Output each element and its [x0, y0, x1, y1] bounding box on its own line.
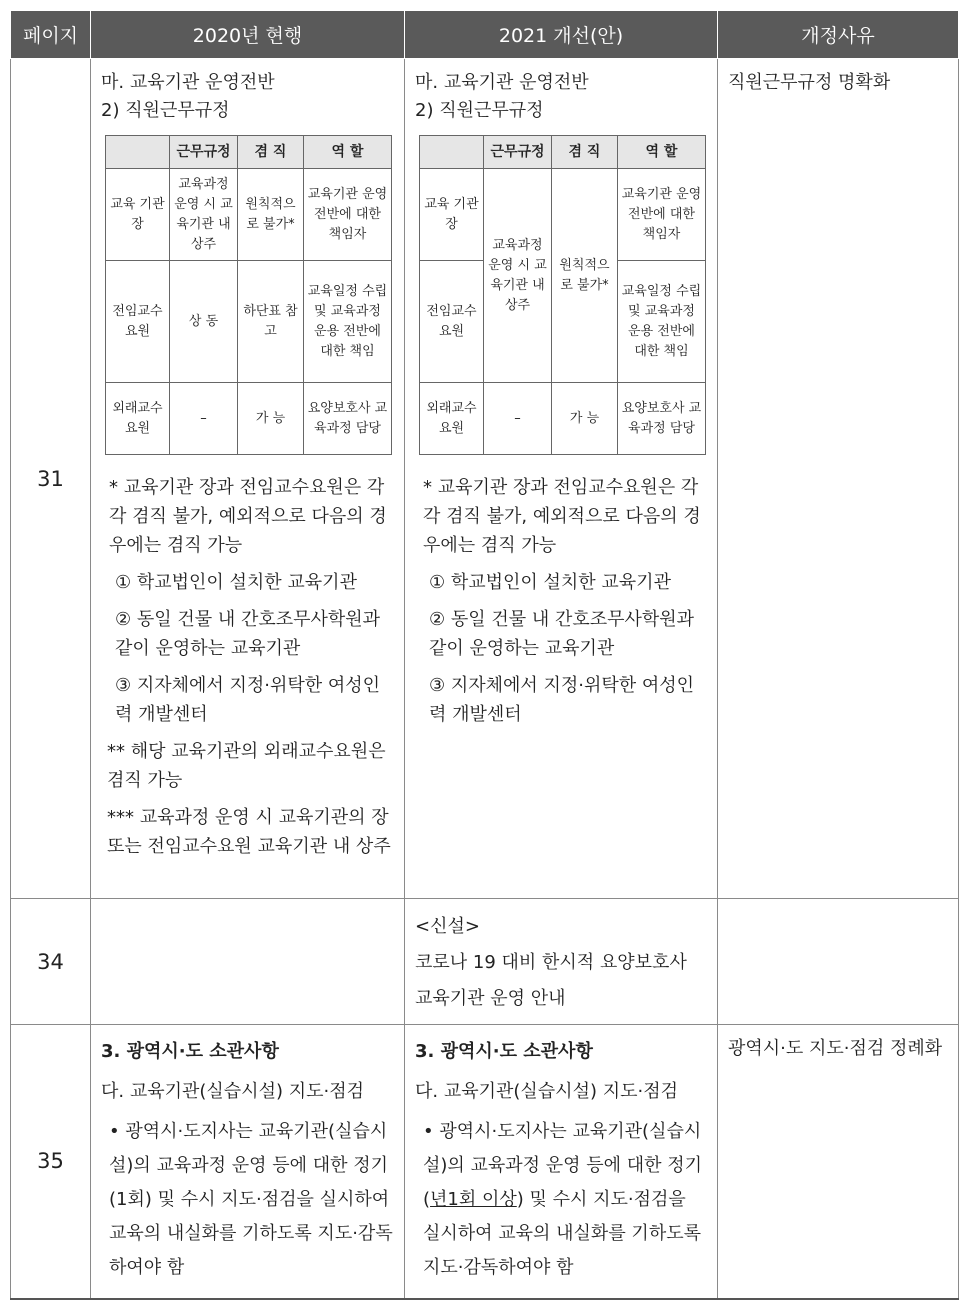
- inner-cell: 상 동: [170, 261, 238, 383]
- page-number: 35: [11, 1025, 91, 1299]
- inner-cell: 교육기관 운영 전반에 대한 책임자: [304, 169, 392, 261]
- footnote: *** 교육과정 운영 시 교육기관의 장 또는 전임교수요원 교육기관 내 상주: [107, 807, 391, 857]
- proposed-cell: [405, 899, 718, 1025]
- reason-cell: [718, 899, 959, 1025]
- inner-cell: 교육 기관 장: [106, 169, 170, 261]
- section-heading: 3. 광역시·도 소관사항: [415, 1041, 593, 1062]
- inner-cell: 교육 기관 장: [420, 169, 484, 261]
- section-heading: 마. 교육기관 운영전반: [415, 72, 589, 93]
- inner-header: 근무규정: [484, 136, 552, 169]
- inner-cell: 전임교수 요원: [420, 261, 484, 383]
- inner-cell: 전임교수 요원: [106, 261, 170, 383]
- bullet-text: [415, 1115, 707, 1285]
- header-proposed: 2021 개선(안): [405, 11, 718, 59]
- inner-cell: –: [484, 383, 552, 455]
- footnote: ③ 지자체에서 지정·위탁한 여성인력 개발센터: [115, 675, 381, 725]
- inner-cell: 교육일정 수립 및 교육과정 운용 전반에 대한 책임: [304, 261, 392, 383]
- section-heading: 마. 교육기관 운영전반: [101, 72, 275, 93]
- current-cell: [91, 899, 405, 1025]
- inner-header: 역 할: [618, 136, 706, 169]
- bullet-text-end: ) 및 수시 지도·점검을 실시하여 교육의 내실화를 기하도록 지도·감독하여야 함: [423, 1189, 701, 1278]
- comparison-table: [10, 10, 959, 1300]
- footnotes: [101, 473, 394, 861]
- header-row: [11, 11, 959, 59]
- footnote: * 교육기관 장과 전임교수요원은 각각 겸직 불가, 예외적으로 다음의 경우에는 겸직 가능: [109, 477, 387, 556]
- inner-cell-merged: 교육과정 운영 시 교육기관 내 상주: [484, 169, 552, 383]
- inner-header: 역 할: [304, 136, 392, 169]
- subsection-heading: 다. 교육기관(실습시설) 지도·점검: [101, 1081, 364, 1102]
- current-cell: [91, 1025, 405, 1299]
- footnote: ② 동일 건물 내 간호조무사학원과 같이 운영하는 교육기관: [429, 609, 695, 659]
- bullet-text: • 광역시·도지사는 교육기관(실습시설)의 교육과정 운영 등에 대한 정기(1회) 및 수시 지도·점검을 실시하여 교육의 내실화를 기하도록 지도·감독하여야 함: [109, 1121, 393, 1278]
- current-cell: [91, 59, 405, 899]
- reason-cell: [718, 1025, 959, 1299]
- staff-rule-table: [419, 135, 706, 455]
- inner-cell: –: [170, 383, 238, 455]
- proposed-cell: [405, 59, 718, 899]
- staff-rule-table: [105, 135, 392, 455]
- section-heading: 3. 광역시·도 소관사항: [101, 1041, 279, 1062]
- inner-cell: 외래교수 요원: [106, 383, 170, 455]
- reason-text: 광역시·도 지도·점검 정례화: [728, 1038, 943, 1059]
- footnote: ① 학교법인이 설치한 교육기관: [115, 572, 357, 593]
- inner-cell: 외래교수 요원: [420, 383, 484, 455]
- proposed-cell: [405, 1025, 718, 1299]
- inner-cell: 교육기관 운영 전반에 대한 책임자: [618, 169, 706, 261]
- bullet-text-start: • 광역시·도지사는 교육기관(실습시설)의 교육과정 운영 등에 대한 정기(: [423, 1121, 703, 1210]
- inner-header: [420, 136, 484, 169]
- page-number: 31: [11, 59, 91, 899]
- inner-header: [106, 136, 170, 169]
- header-reason: 개정사유: [718, 11, 959, 59]
- table-row: [11, 1025, 959, 1299]
- inner-cell-merged: 원칙적으로 불가*: [552, 169, 618, 383]
- inner-cell: 교육일정 수립 및 교육과정 운용 전반에 대한 책임: [618, 261, 706, 383]
- inner-header: 근무규정: [170, 136, 238, 169]
- table-row: [11, 59, 959, 899]
- inner-header: 겸 직: [552, 136, 618, 169]
- inner-cell: 가 능: [238, 383, 304, 455]
- inner-cell: 교육과정 운영 시 교육기관 내 상주: [170, 169, 238, 261]
- inner-header: 겸 직: [238, 136, 304, 169]
- inner-cell: 가 능: [552, 383, 618, 455]
- underlined-change: 년1회 이상: [430, 1189, 517, 1210]
- subsection-heading: 다. 교육기관(실습시설) 지도·점검: [415, 1081, 678, 1102]
- footnote: ** 해당 교육기관의 외래교수요원은 겸직 가능: [107, 741, 386, 791]
- header-current: 2020년 현행: [91, 11, 405, 59]
- subsection-heading: 2) 직원근무규정: [101, 100, 230, 121]
- header-page: 페이지: [11, 11, 91, 59]
- page-number: 34: [11, 899, 91, 1025]
- footnote: ② 동일 건물 내 간호조무사학원과 같이 운영하는 교육기관: [115, 609, 381, 659]
- footnote: ① 학교법인이 설치한 교육기관: [429, 572, 671, 593]
- inner-cell: 원칙적으로 불가*: [238, 169, 304, 261]
- table-row: [11, 899, 959, 1025]
- footnotes: [415, 473, 707, 729]
- reason-cell: [718, 59, 959, 899]
- new-tag: <신설>: [415, 916, 480, 937]
- subsection-heading: 2) 직원근무규정: [415, 100, 544, 121]
- inner-cell: 요양보호사 교육과정 담당: [304, 383, 392, 455]
- reason-text: 직원근무규정 명확화: [728, 72, 891, 93]
- inner-cell: 요양보호사 교육과정 담당: [618, 383, 706, 455]
- footnote: * 교육기관 장과 전임교수요원은 각각 겸직 불가, 예외적으로 다음의 경우에는 겸직 가능: [423, 477, 701, 556]
- new-item-text: 코로나 19 대비 한시적 요양보호사 교육기관 운영 안내: [415, 952, 687, 1009]
- footnote: ③ 지자체에서 지정·위탁한 여성인력 개발센터: [429, 675, 695, 725]
- inner-cell: 하단표 참고: [238, 261, 304, 383]
